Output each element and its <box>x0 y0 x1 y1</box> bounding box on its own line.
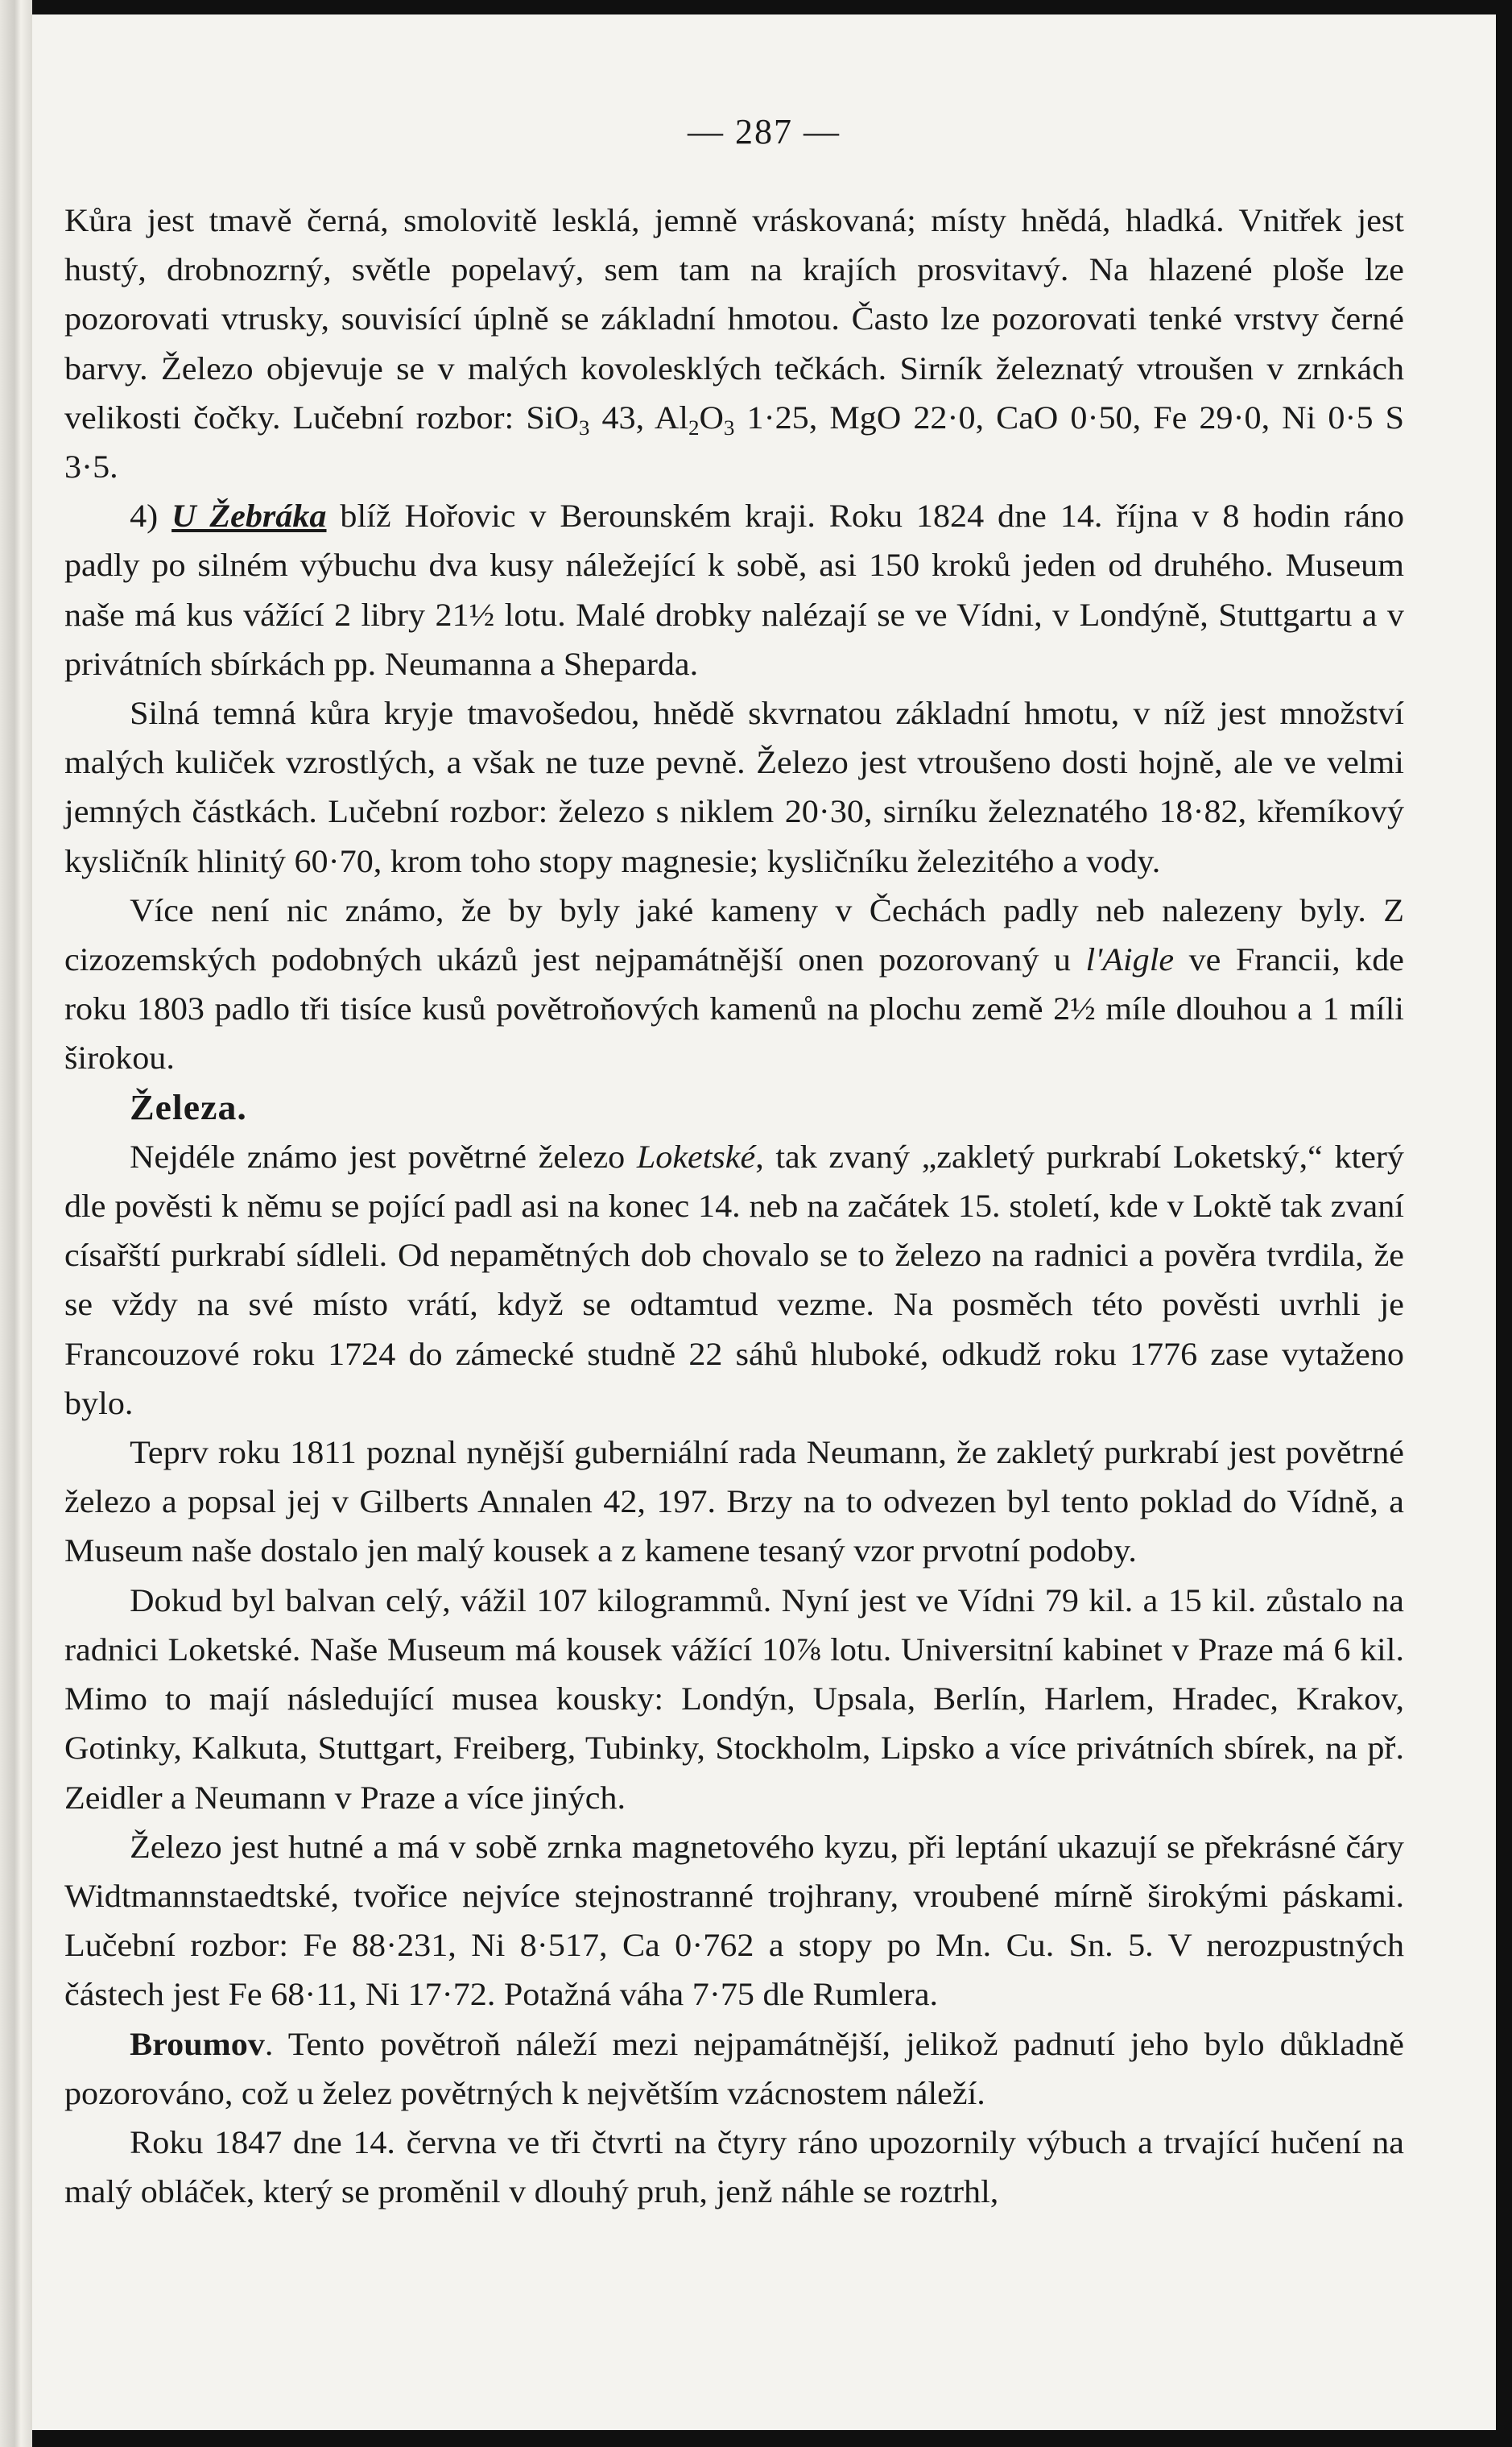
text-run: Více není nic známo, že by byly jaké kameny v Čechách padly neb nalezeny byly. Z cizozemských podobných ukázů jest nejpamátnější onen pozorovaný u <box>64 891 1404 978</box>
paragraph-1847: Roku 1847 dne 14. června ve tři čtvrti na čtyry ráno upozornily výbuch a trvající hučení na malý obláček, který se proměnil v dlouhý pruh, jenž náhle se roztrhl, <box>64 2123 1404 2210</box>
text-run: ve Francii, kde roku 1803 padlo tři tisíce kusů povětroňových kamenů na plochu země 2½ míle dlouhou a 1 míli širokou. <box>64 941 1404 1077</box>
place-name-zebrak: U Žebráka <box>171 498 327 535</box>
place-name-laigle: l'Aigle <box>1085 941 1175 978</box>
paragraph-broumov <box>64 2019 1404 2118</box>
text-run: 43, Al <box>589 399 688 436</box>
paragraph-crust-description <box>64 196 1404 491</box>
scan-binding-edge <box>0 0 32 2447</box>
place-name-broumov: Broumov <box>130 2025 265 2062</box>
subscript: 3 <box>578 415 590 440</box>
text-run: blíž Hořovic v Berounském kraji. Roku 1824 dne 14. října v 8 hodin ráno padly po silném výbuchu dva kusy náležející k sobě, asi 150 kroků jeden od druhého. Museum naše má kus vážící 2 libry 21½ lotu. Malé drobky nalézají se ve Vídni, v Londýně, Stuttgartu a v privátních sbírkách pp. Neumanna a Sheparda. <box>64 498 1405 682</box>
paragraph-neumann: Teprv roku 1811 poznal nynější guberniální rada Neumann, že zakletý purkrabí jest povětrné železo a popsal jej v Gilberts Annalen 42, 197. Brzy na to odvezen byl tento poklad do Vídně, a Museum naše dostalo jen malý kousek a z kamene tesaný vzor prvotní podoby. <box>64 1434 1404 1569</box>
text-run: O <box>699 399 724 436</box>
text-run: 1·25, MgO 22·0, CaO 0·50, Fe 29·0, Ni 0·5 S 3·5. <box>64 399 1404 486</box>
section-heading: Železa. <box>130 1087 247 1127</box>
text-run: Nejdéle známo jest povětrné železo <box>130 1138 637 1175</box>
paragraph-loket <box>64 1132 1404 1428</box>
book-page <box>32 14 1496 2430</box>
body-text <box>64 196 1404 2216</box>
paragraph-composition: Železo jest hutné a má v sobě zrnka magnetového kyzu, při leptání ukazují se překrásné čáry Widtmannstaedtské, tvořice nejvíce stejnostranné trojhrany, vroubené mírně širokými páskami. Lučební rozbor: Fe 88·231, Ni 8·517, Ca 0·762 a stopy po Mn. Cu. Sn. 5. V nerozpustných částech jest Fe 68·11, Ni 17·72. Potažná váha 7·75 dle Rumlera. <box>64 1828 1404 2013</box>
place-name-loket: Loketské <box>636 1138 756 1175</box>
subscript: 2 <box>688 415 700 440</box>
paragraph-weights: Dokud byl balvan celý, vážil 107 kilogrammů. Nyní jest ve Vídni 79 kil. a 15 kil. zůstalo na radnici Loketské. Naše Museum má kousek vážící 10⅞ lotu. Universitní kabinet v Praze má 6 kil. Mimo to mají následující musea kousky: Londýn, Upsala, Berlín, Harlem, Hradec, Krakov, Gotinky, Kalkuta, Stuttgart, Freiberg, Tubinky, Stockholm, Lipsko a více privátních sbírek, na př. Zeidler a Neumann v Praze a více jiných. <box>64 1581 1404 1816</box>
text-run: 4) <box>130 498 172 535</box>
subscript: 3 <box>723 415 735 440</box>
paragraph-zebrak <box>64 491 1404 688</box>
page-number: — 287 — <box>688 112 841 151</box>
text-run: . Tento povětroň náleží mezi nejpamátnější, jelikož padnutí jeho bylo důkladně pozorováno, což u želez povětrných k největším vzácnostem náleží. <box>64 2025 1404 2111</box>
text-run: Kůra jest tmavě černá, smolovitě lesklá, jemně vráskovaná; místy hnědá, hladká. Vnitřek jest hustý, drobnozrný, světle popelavý, sem tam na krajích prosvitavý. Na hlazené ploše lze pozorovati vtrusky, souvisící úplně se základní hmotou. Často lze pozorovati tenké vrstvy černé barvy. Železo objevuje se v malých kovolesklých tečkách. Sirník železnatý vtroušen v zrnkách velikosti čočky. Lučební rozbor: SiO <box>64 202 1404 436</box>
paragraph-laigle <box>64 886 1404 1083</box>
paragraph-crust-analysis: Silná temná kůra kryje tmavošedou, hnědě skvrnatou základní hmotu, v níž jest množství malých kuliček vzrostlých, a však ne tuze pevně. Železo jest vtroušeno dosti hojně, ale ve velmi jemných částkách. Lučební rozbor: železo s niklem 20·30, sirníku železnatého 18·82, křemíkový kysličník hlinitý 60·70, krom toho stopy magnesie; kysličníku železitého a vody. <box>64 695 1404 879</box>
text-run: , tak zvaný „zakletý purkrabí Loketský,“ který dle pověsti k němu se pojící padl asi na konec 14. neb na začátek 15. století, kde v Loktě tak zvaní císařští purkrabí sídleli. Od nepamětných dob chovalo se to železo na radnici a pověra tvrdila, že se vždy na své místo vrátí, když se odtamtud vezme. Na posměch této pověsti uvrhli je Francouzové roku 1724 do zámecké studně 22 sáhů hluboké, odkudž roku 1776 zase vytaženo bylo. <box>64 1138 1404 1421</box>
